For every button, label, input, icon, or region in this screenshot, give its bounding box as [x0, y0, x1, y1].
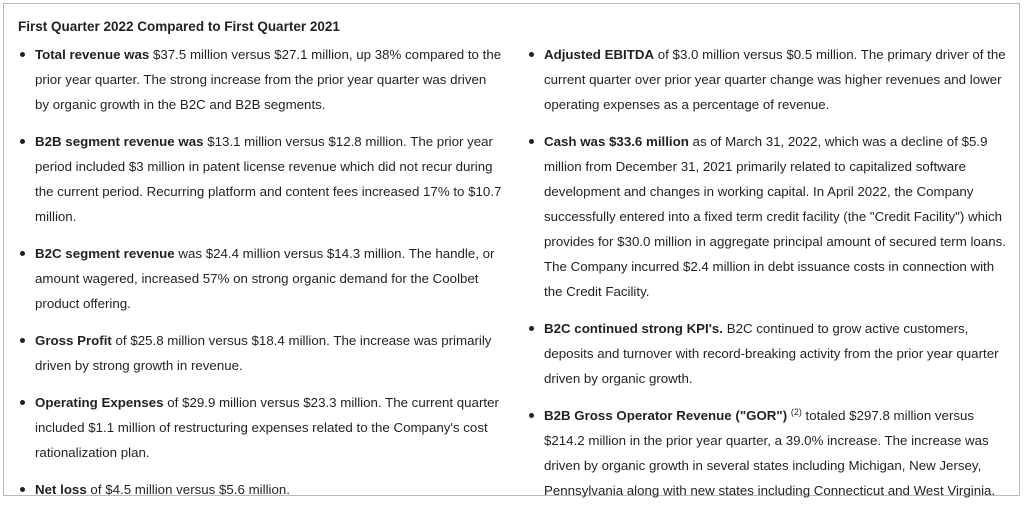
bullet-lead: Operating Expenses: [35, 395, 164, 410]
bullet-text: of $3.0 million versus $0.5 million. The primary driver of the current quarter over prior year quarter change was higher revenues and lower operating expenses as a percentage of revenue.: [544, 47, 1006, 112]
bullet-lead: Cash was $33.6 million: [544, 134, 689, 149]
bullet-text: of $25.8 million versus $18.4 million. The increase was primarily driven by strong growth in revenue.: [35, 333, 492, 373]
bullet-lead: B2B segment revenue was: [35, 134, 204, 149]
content-frame: [3, 3, 1020, 496]
footnote-marker: (2): [790, 407, 802, 417]
bullet-total-revenue: [18, 42, 502, 117]
bullet-text: $13.1 million versus $12.8 million. The prior year period included $3 million in patent license revenue which did not recur during the current period. Recurring platform and content fees increased 17% to $10.7 million.: [35, 134, 502, 224]
bullet-cash: [527, 129, 1014, 304]
bullet-adjusted-ebitda: [527, 42, 1014, 117]
bullet-text: B2C continued to grow active customers, deposits and turnover with record-breaking activity from the prior year quarter driven by organic growth.: [544, 321, 999, 386]
bullet-lead: B2C continued strong KPI's.: [544, 321, 723, 336]
bullet-lead: Adjusted EBITDA: [544, 47, 655, 62]
bullet-text: as of March 31, 2022, which was a decline of $5.9 million from December 31, 2021 primarily related to capitalized software development and changes in working capital. In April 2022, the Company successfully entered into a fixed term credit facility (the "Credit Facility") which provides for $30.0 million in aggregate principal amount of secured term loans. The Company incurred $2.4 million in debt issuance costs in connection with the Credit Facility.: [544, 134, 1006, 299]
bullet-b2b-gor: [527, 403, 1014, 503]
bullet-gross-profit: [18, 328, 502, 378]
bullet-operating-expenses: [18, 390, 502, 465]
bullet-lead: Total revenue was: [35, 47, 150, 62]
bullet-b2c-segment-revenue: [18, 241, 502, 316]
bullet-text: was $24.4 million versus $14.3 million. The handle, or amount wagered, increased 57% on strong organic demand for the Coolbet product offering.: [35, 246, 495, 311]
bullet-b2c-kpis: [527, 316, 1014, 391]
bullet-text: of $4.5 million versus $5.6 million.: [86, 482, 290, 497]
bullet-lead: B2B Gross Operator Revenue ("GOR"): [544, 408, 788, 423]
bullet-text: totaled $297.8 million versus $214.2 million in the prior year quarter, a 39.0% increase. The increase was driven by organic growth in several states including Michigan, New Jersey, Pennsylvania along with new states including Connecticut and West Virginia.: [544, 408, 996, 498]
bullet-text: $37.5 million versus $27.1 million, up 38% compared to the prior year quarter. The strong increase from the prior year quarter was driven by organic growth in the B2C and B2B segments.: [35, 47, 502, 112]
bullet-net-loss: [18, 477, 502, 502]
right-bullet-list: [527, 42, 1014, 515]
bullet-lead: B2C segment revenue: [35, 246, 175, 261]
bullet-lead: Gross Profit: [35, 333, 112, 348]
bullet-lead: Net loss: [35, 482, 87, 497]
left-bullet-list: [18, 42, 502, 514]
bullet-text: of $29.9 million versus $23.3 million. The current quarter included $1.1 million of restructuring expenses related to the Company's cost rationalization plan.: [35, 395, 499, 460]
section-heading: First Quarter 2022 Compared to First Quarter 2021: [18, 19, 340, 34]
bullet-b2b-segment-revenue: [18, 129, 502, 229]
